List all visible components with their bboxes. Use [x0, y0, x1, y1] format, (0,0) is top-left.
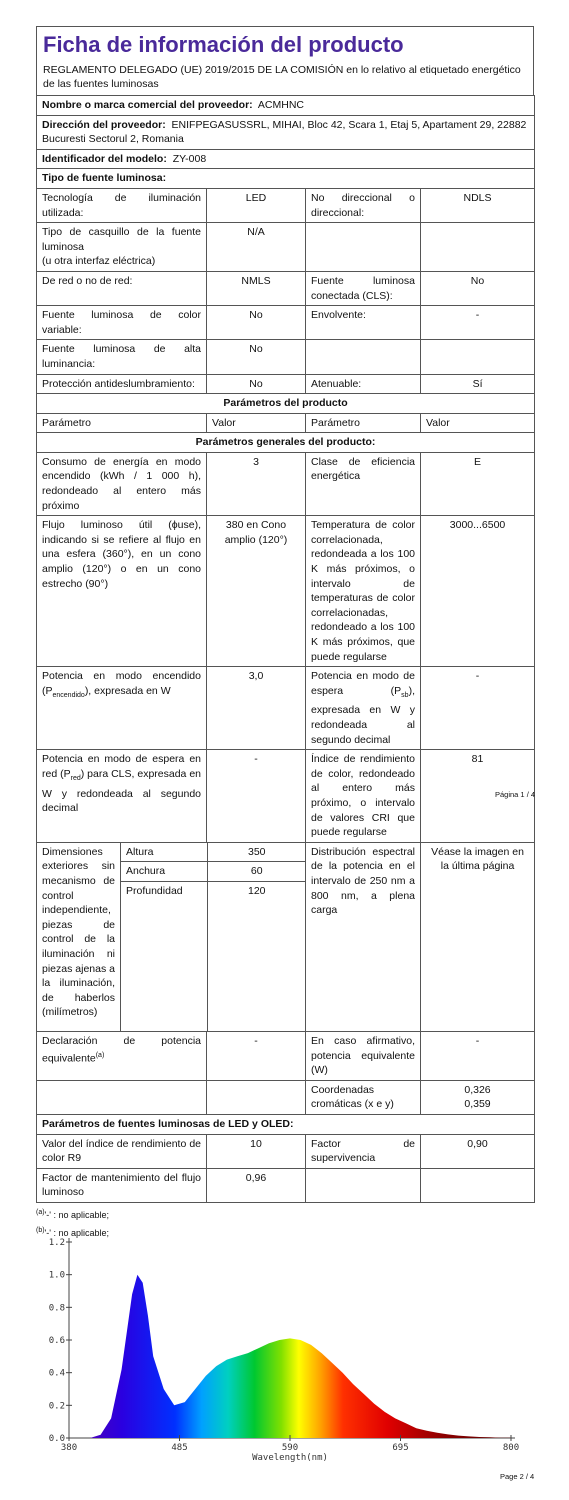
y-tick-label: 0.0 [48, 1434, 65, 1444]
params-header: Parámetros del producto [37, 394, 535, 414]
luminance-value: No [207, 340, 306, 374]
directional-value: NDLS [421, 188, 535, 222]
depth-label: Profundidad [121, 882, 207, 1032]
led-header-row [37, 1114, 535, 1134]
supplier-row [37, 96, 535, 116]
page-number-1: Página 1 / 4 [495, 790, 536, 799]
technology-row [37, 188, 535, 222]
page-number-2: Page 2 / 4 [500, 1472, 535, 1481]
equivalent-power-label: En caso afirmativo, potencia equivalente (W) [306, 1032, 421, 1081]
led-header: Parámetros de fuentes luminosas de LED y OLED: [37, 1114, 535, 1134]
survival-value: 0,90 [421, 1134, 535, 1168]
width-value: 60 [207, 862, 306, 882]
spd-value: Véase la imagen en la última página [421, 842, 535, 1031]
x-tick-label: 800 [502, 1443, 520, 1453]
footnote-b: $^{(b)}$'-' : no aplicable; [36, 1226, 110, 1238]
cri-value: 81 [421, 750, 535, 843]
energy-row [37, 452, 535, 515]
power-on-value: 3,0 [207, 667, 306, 750]
x-axis-label: Wavelength(nm) [252, 1453, 328, 1462]
cct-value: 3000...6500 [421, 516, 535, 667]
envelope-label: Envolvente: [306, 306, 421, 340]
cri-label: Índice de rendimiento de color, redondeado al entero más próximo, o intervalo de valores CRI que puede regularse [306, 750, 421, 843]
cap-row [37, 223, 535, 272]
r9-row [37, 1134, 535, 1168]
network-standby-row [37, 750, 535, 843]
footnote-a: $^{(a)}$'-' : no aplicable; [36, 1208, 110, 1220]
height-label: Altura [121, 843, 207, 862]
y-tick-label: 0.2 [48, 1401, 65, 1412]
y-tick-label: 1.2 [48, 1238, 65, 1248]
maintenance-row [37, 1168, 535, 1202]
header-box [36, 26, 534, 95]
energy-value: 3 [207, 452, 306, 515]
dimmable-value: Sí [421, 374, 535, 394]
params-header-row [37, 394, 535, 414]
depth-value: 120 [247, 885, 266, 897]
spd-label: Distribución espectral de la potencia en el intervalo de 250 nm a 800 nm, a plena carga [306, 842, 421, 1031]
dimmable-label: Atenuable: [306, 374, 421, 394]
chromaticity-label: Coordenadas cromáticas (x e y) [306, 1080, 421, 1114]
flux-row [37, 516, 535, 667]
product-info-sheet [36, 26, 534, 1241]
cct-label: Temperatura de color correlacionada, redondeada a los 100 K más próximos, o intervalo de temperaturas de color correlacionadas, redondeado a los 100 K más próximos, que puede regularse [306, 516, 421, 667]
dimensions-row [37, 842, 535, 1031]
x-tick-label: 485 [171, 1443, 188, 1453]
type-header: Tipo de fuente luminosa: [37, 169, 535, 189]
network-standby-value: - [207, 750, 306, 843]
color-value: No [207, 306, 306, 340]
chromaticity-value: 0,326 0,359 [421, 1080, 535, 1114]
col-value-2: Valor [421, 413, 535, 433]
x-tick-label: 590 [281, 1443, 299, 1453]
supplier-label: Nombre o marca comercial del proveedor: [42, 99, 253, 111]
chromaticity-row [37, 1080, 535, 1114]
cap-label-2: (u otra interfaz eléctrica) [42, 255, 156, 268]
mains-value: NMLS [207, 271, 306, 305]
mains-row [37, 271, 535, 305]
spectrum-area [69, 1275, 511, 1438]
address-label: Dirección del proveedor: [42, 118, 166, 131]
page-title: Ficha de información del producto [43, 32, 404, 57]
directional-label: No direccional o direccional: [306, 188, 421, 222]
y-tick-label: 0.4 [48, 1368, 65, 1379]
model-label: Identificador del modelo: [42, 152, 167, 165]
energy-label: Consumo de energía en modo encendido (kWh / 1 000 h), redondeado al entero más próximo [37, 452, 207, 515]
standby-value: - [421, 667, 535, 750]
glare-label: Protección antideslumbramiento: [37, 374, 207, 394]
technology-value: LED [207, 188, 306, 222]
equivalent-row [37, 1032, 535, 1081]
col-value-1: Valor [207, 413, 306, 433]
column-header-row [37, 413, 535, 433]
glare-row [37, 374, 535, 394]
col-param-1: Parámetro [37, 413, 207, 433]
dimensions-table [121, 843, 306, 1031]
equivalent-label: Declaración de potencia equivalente$^{(a)}$ [37, 1032, 207, 1081]
supplier-value: ACMHNC [257, 99, 305, 111]
r9-label: Valor del índice de rendimiento de color R9 [37, 1134, 207, 1168]
y-tick-label: 0.6 [48, 1336, 65, 1346]
luminance-row [37, 340, 535, 374]
maintenance-value: 0,96 [207, 1168, 306, 1202]
cls-value: No [421, 271, 535, 305]
network-standby-label: Potencia en modo de espera en red $(P_{red})$ para CLS, expresada en W y redondeada al segundo decimal [37, 750, 207, 843]
flux-value: 380 en Cono amplio (120°) [207, 516, 306, 667]
x-tick-label: 695 [392, 1443, 409, 1453]
cls-label: Fuente luminosa conectada (CLS): [306, 271, 421, 305]
glare-value: No [207, 374, 306, 394]
cap-value: N/A [207, 223, 306, 272]
height-value: 350 [207, 843, 306, 862]
class-value: E [421, 452, 535, 515]
mains-label: De red o no de red: [37, 271, 207, 305]
class-label: Clase de eficiencia energética [306, 452, 421, 515]
info-table [36, 95, 535, 1203]
flux-label: Flujo luminoso útil (ϕuse), indicando si se refiere al flujo en una esfera (360°), en un cono amplio (120°) o en un cono estrecho (90°) [37, 516, 207, 667]
y-tick-label: 0.8 [48, 1303, 65, 1314]
technology-label: Tecnología de iluminación utilizada: [37, 188, 207, 222]
cap-label: Tipo de casquillo de la fuente luminosa [42, 226, 201, 253]
dimensions-label: Dimensiones exteriores sin mecanismo de control independiente, piezas de control de la iluminación ni piezas ajenas a la iluminación, de haberlos (milímetros) [37, 842, 121, 1031]
r9-value: 10 [207, 1134, 306, 1168]
maintenance-label: Factor de mantenimiento del flujo luminoso [37, 1168, 207, 1202]
col-param-2: Parámetro [306, 413, 421, 433]
power-on-label: Potencia en modo encendido $(P_{encendido})$, expresada en W [37, 667, 207, 750]
envelope-value: - [421, 306, 535, 340]
model-value: ZY-008 [172, 152, 207, 165]
y-tick-label: 1.0 [48, 1270, 65, 1281]
equivalent-value: - [207, 1032, 306, 1081]
survival-label: Factor de supervivencia [306, 1134, 421, 1168]
general-header: Parámetros generales del producto: [37, 433, 535, 453]
color-row [37, 306, 535, 340]
address-value: ENIFPEGASUSSRL, MIHAI, Bloc 42, Scara 1, Etaj 5, Apartament 29, 22882 Bucuresti Sectorul 2, Romania [42, 118, 527, 146]
spectral-distribution-chart [36, 1232, 536, 1462]
equivalent-power-value: - [421, 1032, 535, 1081]
luminance-label: Fuente luminosa de alta luminancia: [37, 340, 207, 374]
type-header-row [37, 169, 535, 189]
x-tick-label: 380 [60, 1443, 78, 1453]
general-header-row [37, 433, 535, 453]
standby-label: Potencia en modo de espera $(P_{sb})$, expresada en W y redondeada al segundo decimal [306, 667, 421, 750]
model-row [37, 149, 535, 169]
width-label: Anchura [121, 862, 207, 882]
color-label: Fuente luminosa de color variable: [37, 306, 207, 340]
power-on-row [37, 667, 535, 750]
address-row [37, 115, 535, 149]
regulation-text: REGLAMENTO DELEGADO (UE) 2019/2015 DE LA COMISIÓN en lo relativo al etiquetado energético de las fuentes luminosas [43, 64, 521, 90]
